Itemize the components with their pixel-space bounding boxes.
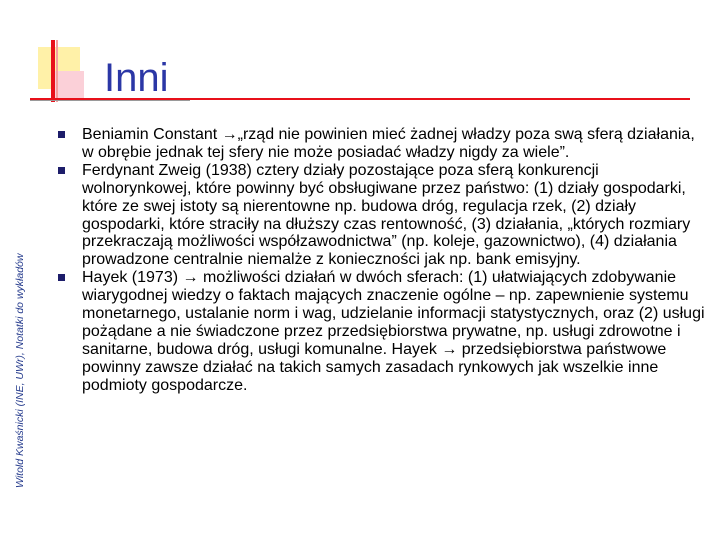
decor-vertical-line bbox=[51, 40, 55, 102]
list-item bbox=[58, 269, 708, 394]
bullet-text: Ferdynant Zweig (1938) cztery działy pozostające poza sferą konkurencji wolnorynkowej, które powinny być obsługiwane przez państwo: (1) działy gospodarki, które ze swej istoty są nierentowne np. budowa dróg, regulacja rzek, (2) działy gospodarki, które straciły na dłuższy czas rentowność, (3) działania, „których rozmiary przekraczają możliwości współzawodnictwa” (np. koleje, gazownictwo), (4) działania prowadzone centralnie niemalże z konieczności jak np. bank emisyjny. bbox=[82, 161, 691, 269]
list-item bbox=[58, 162, 708, 269]
bullet-square-icon bbox=[58, 131, 65, 138]
bullet-text: Hayek (1973) → możliwości działań w dwóch sferach: (1) ułatwiających zdobywanie wiarygodnej wiedzy o faktach mających znaczenie ogólne – np. zapewnienie systemu monetarnego, ustalanie norm i wag, udzielanie informacji statystycznych, oraz (2) usługi pożądane a nie świadczone przez przedsiębiorstwa prywatne, np. usługi zdrowotne i sanitarne, budowa dróg, usługi komunalne. Hayek → przedsiębiorstwa państwowe powinny zawsze działać na takich samych zasadach rynkowych jak wszelkie inne podmioty gospodarcze. bbox=[82, 269, 705, 394]
bullet-text: Beniamin Constant →„rząd nie powinien mieć żadnej władzy poza swą sferą działania, w obrębie jednak tej sfery nie może posiadać władzy nigdy za wiele”. bbox=[82, 126, 695, 161]
bullet-square-icon bbox=[58, 274, 65, 281]
bullet-square-icon bbox=[58, 167, 65, 174]
decor-vertical-line-light bbox=[56, 40, 58, 102]
side-note: Witold Kwaśnicki (INE, UWr), Notatki do wykładów bbox=[14, 253, 26, 488]
list-item bbox=[58, 126, 708, 162]
bullet-list bbox=[58, 126, 708, 395]
decor-pink-square bbox=[54, 71, 84, 101]
slide-title: Inni bbox=[104, 56, 169, 100]
